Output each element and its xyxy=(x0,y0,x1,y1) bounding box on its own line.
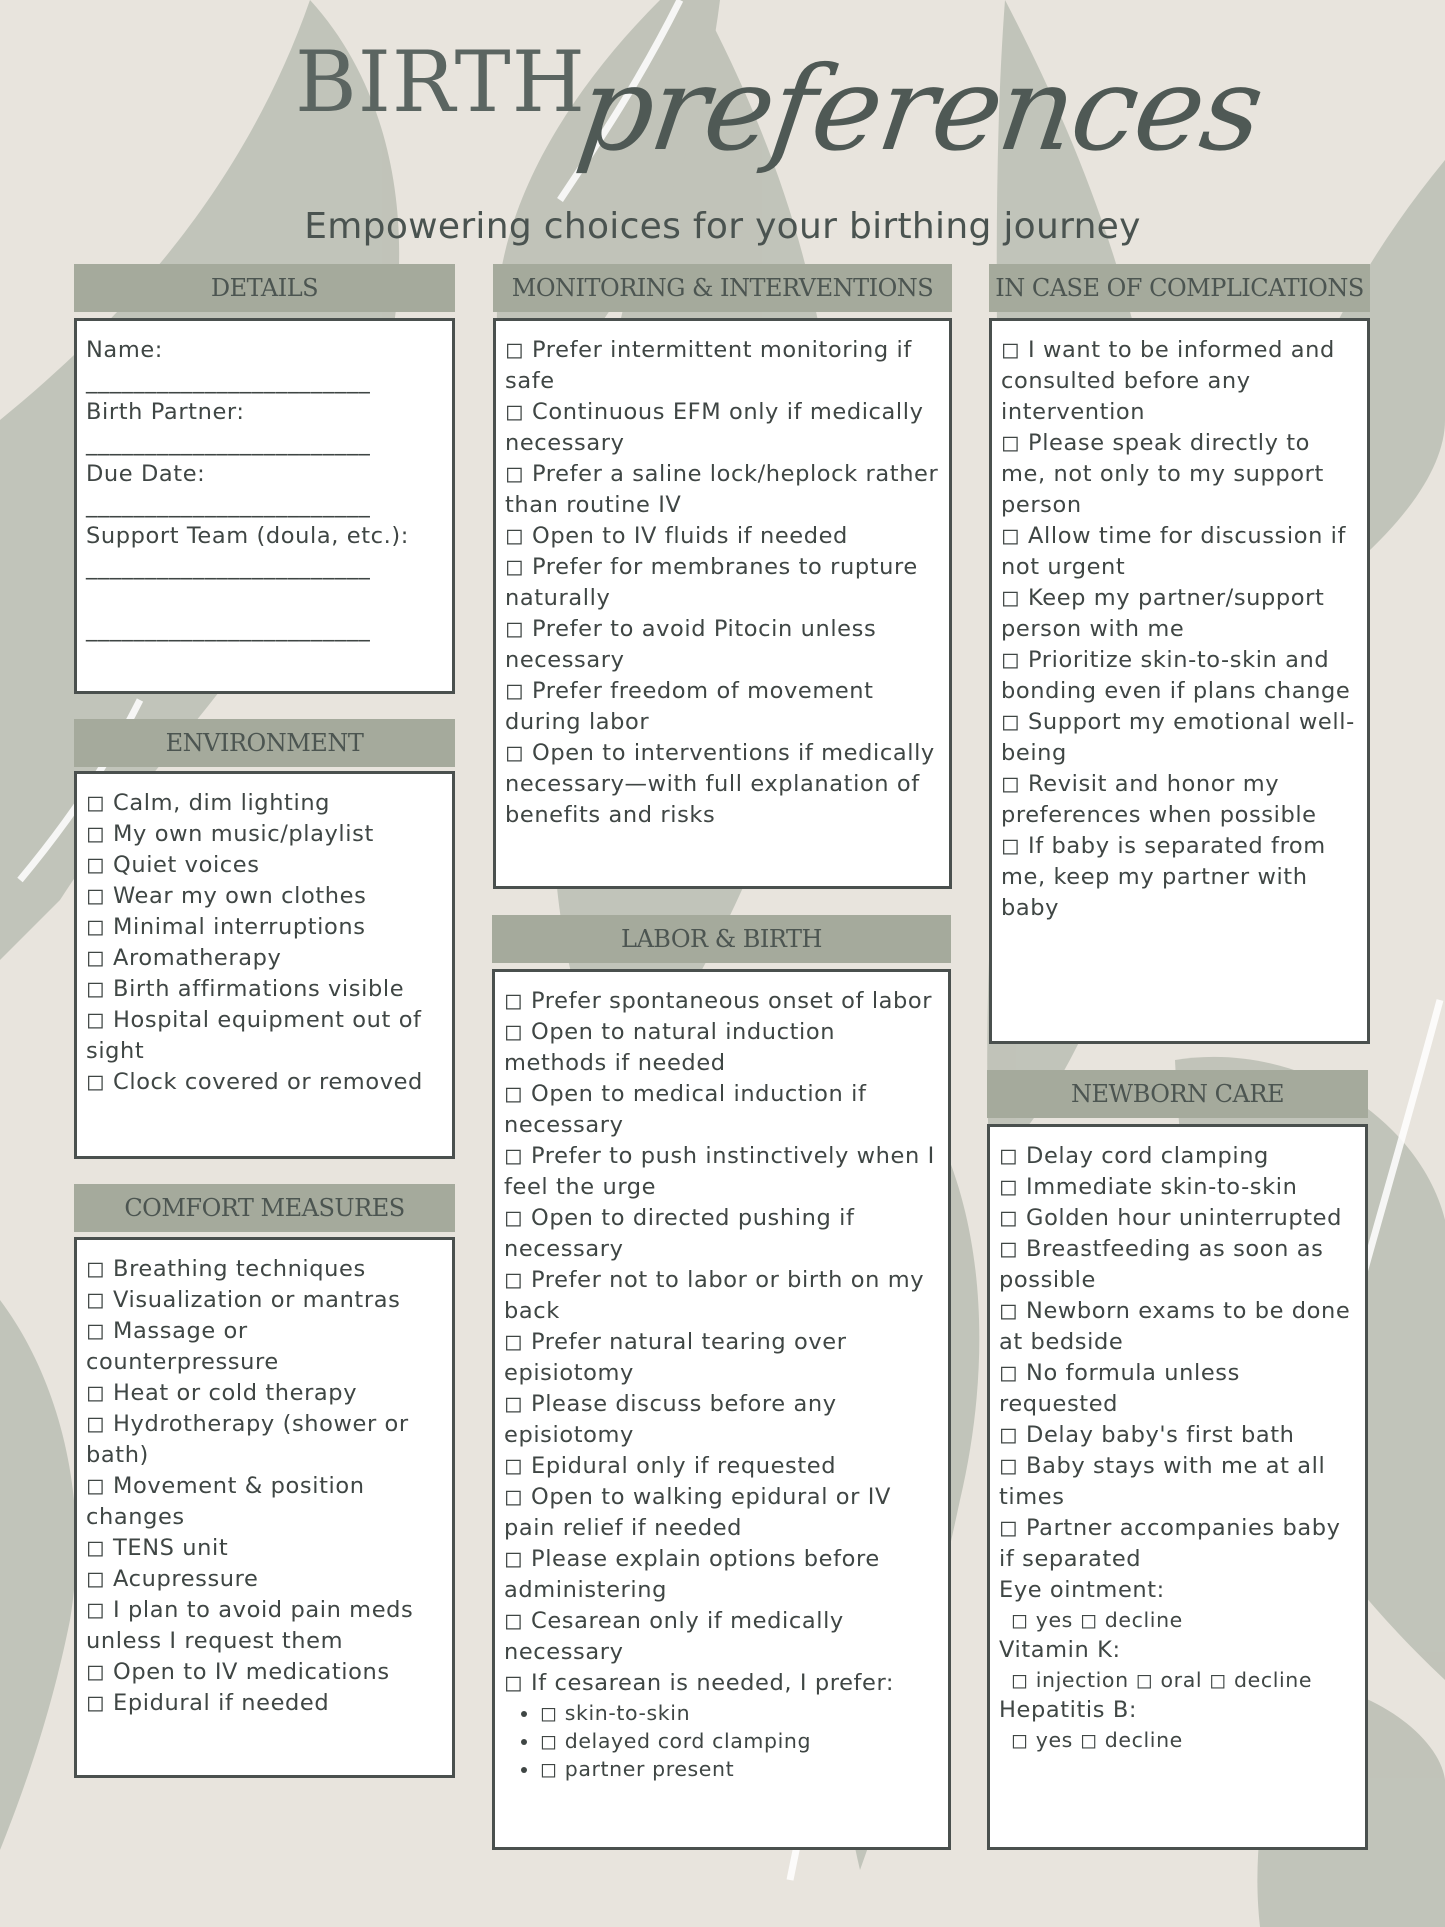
complications-box xyxy=(989,318,1370,1044)
checklist-item[interactable]: ◻ I want to be informed and consulted before any intervention xyxy=(1001,337,1343,425)
comfort-section xyxy=(74,1184,455,1778)
checklist-item[interactable]: ◻ Prefer spontaneous onset of labor xyxy=(504,988,933,1014)
checklist-item[interactable]: ◻ Open to IV medications xyxy=(86,1659,390,1685)
details-line: Support Team (doula, etc.): xyxy=(86,523,409,549)
checklist-item[interactable]: ◻ Breathing techniques xyxy=(86,1256,366,1282)
checklist-item[interactable]: ◻ Delay cord clamping xyxy=(999,1143,1269,1169)
checklist-item[interactable]: ◻ Aromatherapy xyxy=(86,945,282,971)
checklist-item[interactable]: ◻ Prefer to push instinctively when I feel the urge xyxy=(504,1143,943,1200)
details-blank[interactable]: ________________________ xyxy=(86,554,371,580)
cesarean-preferences-list xyxy=(504,1699,938,1783)
labor-box xyxy=(492,969,951,1850)
checklist-item[interactable]: ◻ Please speak directly to me, not only to my support person xyxy=(1001,430,1332,518)
checklist-item[interactable]: ◻ Wear my own clothes xyxy=(86,883,367,909)
checklist-item[interactable]: ◻ Prioritize skin-to-skin and bonding even if plans change xyxy=(1001,647,1351,704)
comfort-box xyxy=(74,1237,455,1778)
details-line: Due Date: xyxy=(86,461,206,487)
checklist-item[interactable]: ◻ Birth affirmations visible xyxy=(86,976,405,1002)
checklist-item[interactable]: ◻ Prefer to avoid Pitocin unless necessary xyxy=(505,616,885,673)
eye-ointment-label: Eye ointment: xyxy=(999,1577,1165,1603)
checklist-item[interactable]: ◻ If baby is separated from me, keep my partner with baby xyxy=(1001,833,1334,921)
checklist-item[interactable]: ◻ Newborn exams to be done at bedside xyxy=(999,1298,1359,1355)
checklist-item[interactable]: ◻ I plan to avoid pain meds unless I request them xyxy=(86,1597,422,1654)
monitoring-box xyxy=(493,318,952,889)
environment-section xyxy=(74,719,455,1159)
checklist-item[interactable]: ◻ Open to interventions if medically necessary—with full explanation of benefits and risks xyxy=(505,740,943,828)
details-blank[interactable]: ________________________ xyxy=(86,616,371,642)
checklist-item[interactable]: ◻ Support my emotional well-being xyxy=(1001,709,1355,766)
checklist-item[interactable]: ◻ Minimal interruptions xyxy=(86,914,366,940)
checklist-item[interactable]: ◻ Continuous EFM only if medically necessary xyxy=(505,399,932,456)
environment-heading: ENVIRONMENT xyxy=(74,719,455,767)
checklist-item[interactable]: ◻ Please discuss before any episiotomy xyxy=(504,1391,845,1448)
labor-heading: LABOR & BIRTH xyxy=(492,915,951,963)
details-section xyxy=(74,264,455,694)
checklist-item[interactable]: ◻ Partner accompanies baby if separated xyxy=(999,1515,1349,1572)
comfort-heading: COMFORT MEASURES xyxy=(74,1184,455,1232)
checklist-item[interactable]: ◻ My own music/playlist xyxy=(86,821,374,847)
checklist-item[interactable]: ◻ Epidural only if requested xyxy=(504,1453,837,1479)
checklist-item[interactable]: ◻ Open to medical induction if necessary xyxy=(504,1081,875,1138)
checklist-item[interactable]: ◻ Acupressure xyxy=(86,1566,259,1592)
checklist-item[interactable]: ◻ Please explain options before administering xyxy=(504,1546,888,1603)
environment-box xyxy=(74,771,455,1159)
checklist-sub-item[interactable]: • ◻ delayed cord clamping xyxy=(540,1727,938,1755)
checklist-item[interactable]: ◻ Immediate skin-to-skin xyxy=(999,1174,1298,1200)
title-birth: BIRTH xyxy=(295,33,586,131)
details-box xyxy=(74,318,455,694)
details-blank[interactable]: ________________________ xyxy=(86,368,371,394)
title-preferences: preferences xyxy=(570,42,1270,177)
checklist-item[interactable]: ◻ Revisit and honor my preferences when possible xyxy=(1001,771,1317,828)
checklist-sub-item[interactable]: • ◻ skin-to-skin xyxy=(540,1699,938,1727)
newborn-heading: NEWBORN CARE xyxy=(987,1070,1368,1118)
checklist-item[interactable]: ◻ Allow time for discussion if not urgent xyxy=(1001,523,1354,580)
newborn-box xyxy=(987,1124,1368,1850)
checklist-item[interactable]: ◻ Prefer a saline lock/heplock rather than routine IV xyxy=(505,461,947,518)
checklist-item[interactable]: ◻ Hydrotherapy (shower or bath) xyxy=(86,1411,417,1468)
checklist-item[interactable]: ◻ Prefer intermittent monitoring if safe xyxy=(505,337,920,394)
checklist-item[interactable]: ◻ Keep my partner/support person with me xyxy=(1001,585,1333,642)
hepatitis-b-options[interactable]: ◻ yes ◻ decline xyxy=(1011,1728,1183,1752)
checklist-item[interactable]: ◻ Baby stays with me at all times xyxy=(999,1453,1334,1510)
monitoring-heading: MONITORING & INTERVENTIONS xyxy=(493,264,952,312)
checklist-item[interactable]: ◻ Hospital equipment out of sight xyxy=(86,1007,430,1064)
checklist-sub-item[interactable]: • ◻ partner present xyxy=(540,1755,938,1783)
details-blank[interactable]: ________________________ xyxy=(86,492,371,518)
monitoring-section xyxy=(493,264,952,889)
checklist-item[interactable]: ◻ If cesarean is needed, I prefer: xyxy=(504,1670,895,1696)
details-line: Birth Partner: xyxy=(86,399,245,425)
details-heading: DETAILS xyxy=(74,264,455,312)
page-subtitle: Empowering choices for your birthing journey xyxy=(304,206,1141,247)
complications-heading: IN CASE OF COMPLICATIONS xyxy=(989,264,1370,312)
checklist-item[interactable]: ◻ Prefer natural tearing over episiotomy xyxy=(504,1329,855,1386)
checklist-item[interactable]: ◻ Prefer for membranes to rupture naturally xyxy=(505,554,926,611)
checklist-item[interactable]: ◻ Quiet voices xyxy=(86,852,260,878)
checklist-item[interactable]: ◻ Cesarean only if medically necessary xyxy=(504,1608,852,1665)
checklist-item[interactable]: ◻ Prefer not to labor or birth on my back xyxy=(504,1267,932,1324)
checklist-item[interactable]: ◻ Open to directed pushing if necessary xyxy=(504,1205,863,1262)
details-spacer xyxy=(86,583,442,614)
newborn-section xyxy=(987,1070,1368,1850)
details-blank[interactable]: ________________________ xyxy=(86,430,371,456)
vitamin-k-label: Vitamin K: xyxy=(999,1637,1121,1663)
checklist-item[interactable]: ◻ Massage or counterpressure xyxy=(86,1318,279,1375)
checklist-item[interactable]: ◻ Prefer freedom of movement during labor xyxy=(505,678,882,735)
complications-section xyxy=(989,264,1370,1044)
hepatitis-b-label: Hepatitis B: xyxy=(999,1697,1138,1723)
checklist-item[interactable]: ◻ Open to natural induction methods if needed xyxy=(504,1019,843,1076)
checklist-item[interactable]: ◻ Epidural if needed xyxy=(86,1690,330,1716)
checklist-item[interactable]: ◻ Breastfeeding as soon as possible xyxy=(999,1236,1332,1293)
checklist-item[interactable]: ◻ Golden hour uninterrupted xyxy=(999,1205,1342,1231)
vitamin-k-options[interactable]: ◻ injection ◻ oral ◻ decline xyxy=(1011,1668,1313,1692)
checklist-item[interactable]: ◻ Movement & position changes xyxy=(86,1473,373,1530)
checklist-item[interactable]: ◻ Open to walking epidural or IV pain relief if needed xyxy=(504,1484,899,1541)
checklist-item[interactable]: ◻ Visualization or mantras xyxy=(86,1287,401,1313)
details-line: Name: xyxy=(86,337,163,363)
checklist-item[interactable]: ◻ Clock covered or removed xyxy=(86,1069,423,1095)
checklist-item[interactable]: ◻ Open to IV fluids if needed xyxy=(505,523,848,549)
checklist-item[interactable]: ◻ Calm, dim lighting xyxy=(86,790,331,816)
eye-ointment-options[interactable]: ◻ yes ◻ decline xyxy=(1011,1608,1183,1632)
checklist-item[interactable]: ◻ No formula unless requested xyxy=(999,1360,1248,1417)
checklist-item[interactable]: ◻ TENS unit xyxy=(86,1535,229,1561)
checklist-item[interactable]: ◻ Delay baby's first bath xyxy=(999,1422,1295,1448)
checklist-item[interactable]: ◻ Heat or cold therapy xyxy=(86,1380,358,1406)
labor-section xyxy=(492,915,951,1850)
